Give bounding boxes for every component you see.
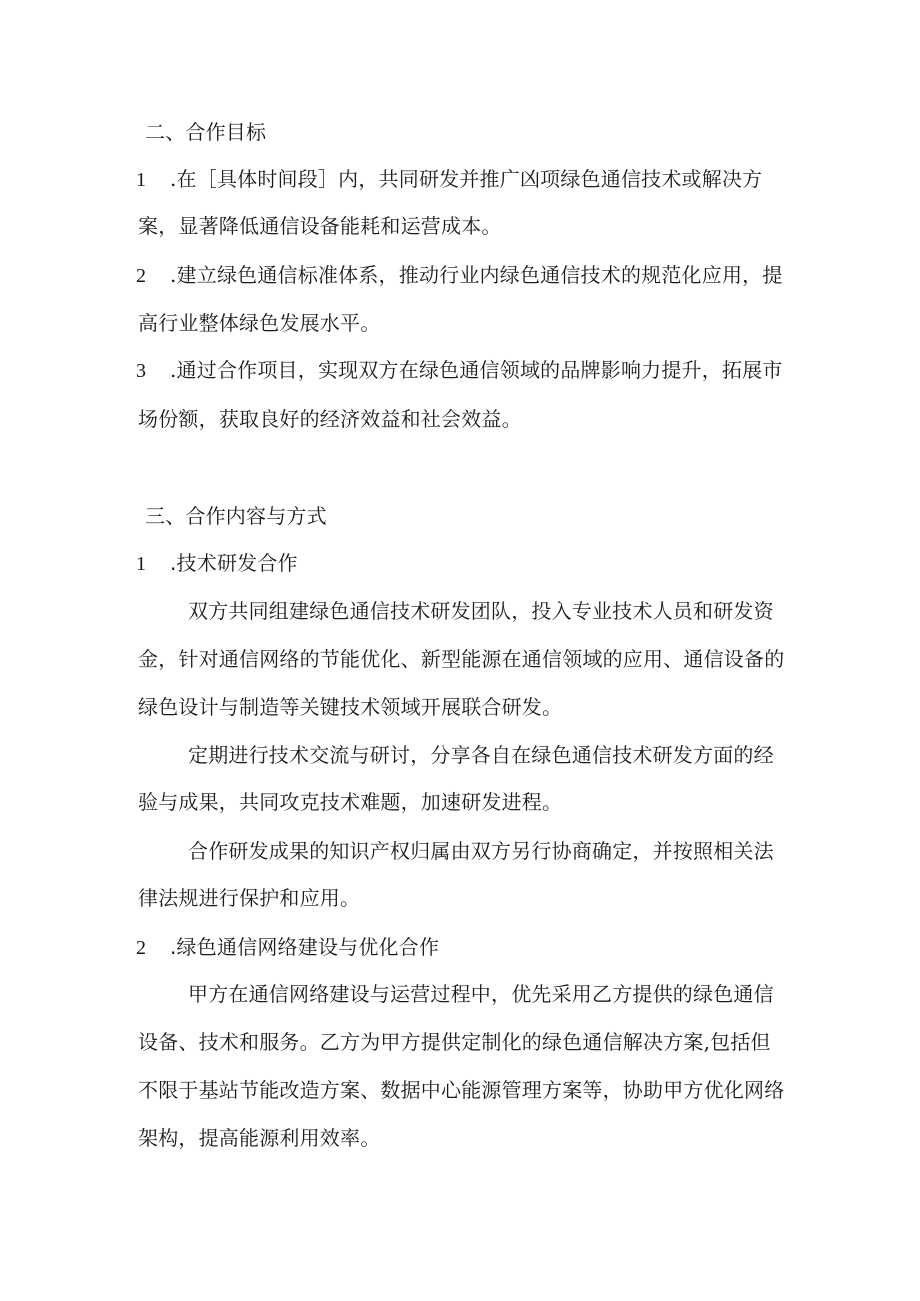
- paragraph-line: 绿色设计与制造等关键技术领域开展联合研发。: [138, 695, 563, 719]
- subsection-title-text: .绿色通信网络建设与优化合作: [170, 935, 440, 959]
- paragraph-line: 双方共同组建绿色通信技术研发团队，投入专业技术人员和研发资: [188, 599, 774, 623]
- paragraph-line: 设备、技术和服务。乙方为甲方提供定制化的绿色通信解决方案,包括但: [138, 1030, 771, 1054]
- paragraph-line: 金，针对通信网络的节能优化、新型能源在通信领域的应用、通信设备的: [138, 647, 785, 671]
- list-item-line: [136, 357, 783, 384]
- list-number: 1: [136, 553, 147, 575]
- list-number: 3: [136, 360, 147, 382]
- list-item-line: 高行业整体绿色发展水平。: [138, 311, 381, 335]
- paragraph-line: 定期进行技术交流与研讨，分享各自在绿色通信技术研发方面的经: [188, 743, 774, 767]
- paragraph-line: 甲方在通信网络建设与运营过程中，优先采用乙方提供的绿色通信: [188, 982, 774, 1006]
- list-number: 2: [136, 265, 147, 287]
- list-item-line: [136, 262, 783, 289]
- section-heading-goals: 二、合作目标: [145, 120, 267, 144]
- section-heading-content: 三、合作内容与方式: [145, 504, 327, 528]
- paragraph-line: 律法规进行保护和应用。: [138, 886, 361, 910]
- subsection-title-text: .技术研发合作: [170, 551, 298, 575]
- list-number: 1: [136, 169, 147, 191]
- subsection-title-network: [136, 934, 439, 961]
- list-item-line: 案，显著降低通信设备能耗和运营成本。: [138, 214, 502, 238]
- list-item-line: 场份额，获取良好的经济效益和社会效益。: [138, 407, 522, 431]
- paragraph-line: 合作研发成果的知识产权归属由双方另行协商确定，并按照相关法: [188, 839, 774, 863]
- paragraph-line: 不限于基站节能改造方案、数据中心能源管理方案等，协助甲方优化网络: [138, 1078, 785, 1102]
- paragraph-line: 架构，提高能源利用效率。: [138, 1126, 381, 1150]
- list-item-text: .通过合作项目，实现双方在绿色通信领域的品牌影响力提升，拓展市: [170, 358, 783, 382]
- subsection-title-rnd: [136, 550, 298, 577]
- list-number: 2: [136, 937, 147, 959]
- list-item-line: [136, 166, 762, 193]
- list-item-text: .在［具体时间段］内，共同研发并推广凶项绿色通信技术或解决方: [170, 167, 763, 191]
- list-item-text: .建立绿色通信标准体系，推动行业内绿色通信技术的规范化应用，提: [170, 263, 783, 287]
- paragraph-line: 验与成果，共同攻克技术难题，加速研发进程。: [138, 790, 563, 814]
